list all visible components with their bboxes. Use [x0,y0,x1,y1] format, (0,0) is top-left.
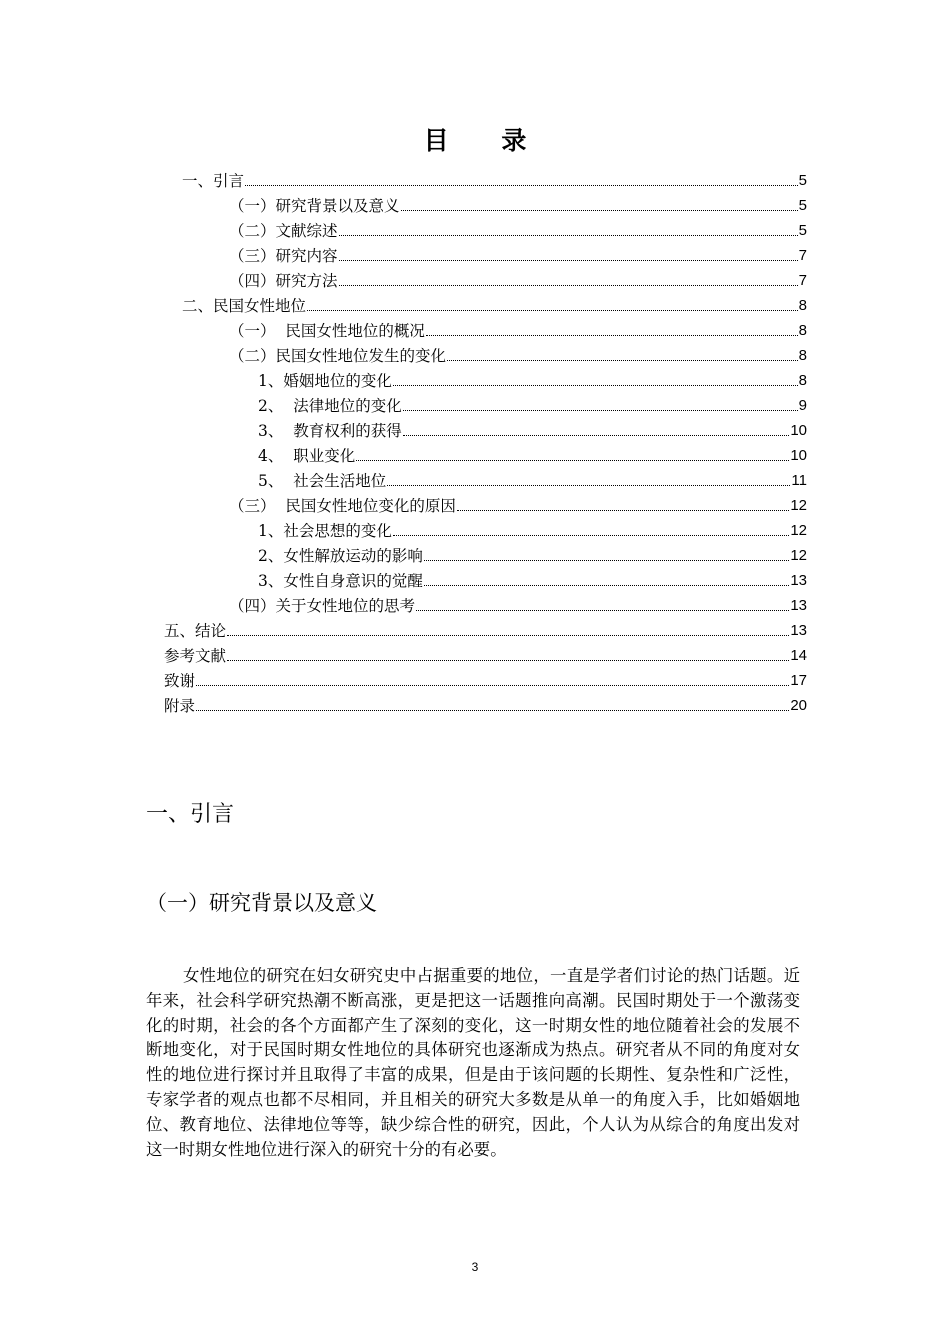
toc-entry[interactable] [258,367,807,391]
toc-entry-page: 17 [790,672,807,689]
toc-leader-dots [196,684,789,686]
toc-entry-label: 二、民国女性地位 [182,297,307,315]
toc-entry-label: 一、引言 [182,172,245,190]
page-number: 3 [471,1260,479,1274]
toc-leader-dots [387,484,790,486]
toc-leader-dots [424,559,789,561]
toc-entry-page: 12 [790,547,807,564]
toc-entry[interactable] [229,342,807,366]
toc-entry-label: （二）文献综述 [229,222,338,240]
toc-entry[interactable] [258,392,807,416]
toc-entry[interactable] [164,617,807,641]
toc-entry-page: 9 [798,397,807,414]
toc-entry-page: 8 [798,322,807,339]
toc-leader-dots [403,434,790,436]
toc-leader-dots [356,459,789,461]
toc-leader-dots [393,534,789,536]
toc-entry-label: 五、结论 [164,622,227,640]
toc-entry[interactable] [258,517,807,541]
toc-entry-label: 3、 教育权利的获得 [258,422,402,440]
toc-entry-label: 附录 [164,697,196,715]
toc-leader-dots [426,334,798,336]
toc-entry-page: 20 [790,697,807,714]
toc-entry-page: 7 [798,272,807,289]
toc-entry[interactable] [229,242,807,266]
toc-entry-label: （三） 民国女性地位变化的原因 [229,497,456,515]
toc-entry-page: 12 [790,497,807,514]
toc-entry-label: 1、婚姻地位的变化 [258,372,392,390]
toc-entry-page: 13 [790,597,807,614]
toc-entry-label: 致谢 [164,672,196,690]
toc-entry[interactable] [258,467,807,491]
toc-entry-label: 2、女性解放运动的影响 [258,547,423,565]
toc-entry-label: 4、 职业变化 [258,447,356,465]
toc-title: 目 录 [423,126,549,155]
toc-entry-label: 5、 社会生活地位 [258,472,387,490]
toc-entry[interactable] [258,417,807,441]
toc-leader-dots [424,584,789,586]
toc-entry[interactable] [229,267,807,291]
toc-entry[interactable] [229,217,807,241]
toc-leader-dots [227,659,789,661]
toc-entry-label: （二）民国女性地位发生的变化 [229,347,447,365]
toc-entry[interactable] [182,167,807,191]
toc-entry-page: 13 [790,622,807,639]
toc-leader-dots [245,184,798,186]
toc-entry-label: 2、 法律地位的变化 [258,397,402,415]
toc-entry-page: 5 [798,172,807,189]
toc-entry-page: 10 [790,422,807,439]
toc-entry[interactable] [229,592,807,616]
toc-entry[interactable] [229,492,807,516]
toc-entry-label: 1、社会思想的变化 [258,522,392,540]
toc-entry-page: 12 [790,522,807,539]
toc-leader-dots [227,634,789,636]
toc-entry-page: 8 [798,297,807,314]
toc-leader-dots [339,259,798,261]
section-heading: 一、引言 [146,802,235,827]
toc-leader-dots [307,309,798,311]
toc-entry-page: 8 [798,372,807,389]
toc-leader-dots [393,384,798,386]
toc-leader-dots [339,284,798,286]
toc-entry[interactable] [164,667,807,691]
toc-leader-dots [416,609,789,611]
toc-leader-dots [447,359,798,361]
toc-entry-page: 13 [790,572,807,589]
toc-entry-label: 参考文献 [164,647,227,665]
toc-entry[interactable] [229,317,807,341]
toc-entry-label: 3、女性自身意识的觉醒 [258,572,423,590]
toc-entry[interactable] [229,192,807,216]
toc-leader-dots [196,709,789,711]
toc-entry-label: （四）研究方法 [229,272,338,290]
toc-entry[interactable] [258,542,807,566]
toc-entry-page: 7 [798,247,807,264]
toc-entry[interactable] [164,642,807,666]
toc-entry-page: 8 [798,347,807,364]
toc-entry-page: 11 [791,472,807,489]
toc-entry-label: （一）研究背景以及意义 [229,197,400,215]
toc-entry[interactable] [164,692,807,716]
body-paragraph: 女性地位的研究在妇女研究史中占据重要的地位，一直是学者们讨论的热门话题。近年来，社会科学研究热潮不断高涨，更是把这一话题推向高潮。民国时期处于一个激荡变化的时期，社会的各个方面都产生了深刻的变化，这一时期女性的地位随着社会的发展不断地变化，对于民国时期女性地位的具体研究也逐渐成为热点。研究者从不同的角度对女性的地位进行探讨并且取得了丰富的成果，但是由于该问题的长期性、复杂性和广泛性，专家学者的观点也都不尽相同，并且相关的研究大多数是从单一的角度入手，比如婚姻地位、教育地位、法律地位等等，缺少综合性的研究，因此，个人认为从综合的角度出发对这一时期女性地位进行深入的研究十分的有必要。 [146,966,800,1159]
toc-leader-dots [339,234,798,236]
toc-leader-dots [457,509,789,511]
toc-entry-page: 5 [798,222,807,239]
subsection-heading: （一）研究背景以及意义 [146,891,377,915]
toc-entry-page: 5 [798,197,807,214]
toc-entry-label: （一） 民国女性地位的概况 [229,322,425,340]
toc-entry-page: 14 [790,647,807,664]
toc-entry[interactable] [182,292,807,316]
toc-leader-dots [401,209,798,211]
toc-entry[interactable] [258,442,807,466]
toc-entry[interactable] [258,567,807,591]
toc-entry-label: （四）关于女性地位的思考 [229,597,416,615]
toc-entry-label: （三）研究内容 [229,247,338,265]
toc-leader-dots [403,409,798,411]
toc-entry-page: 10 [790,447,807,464]
